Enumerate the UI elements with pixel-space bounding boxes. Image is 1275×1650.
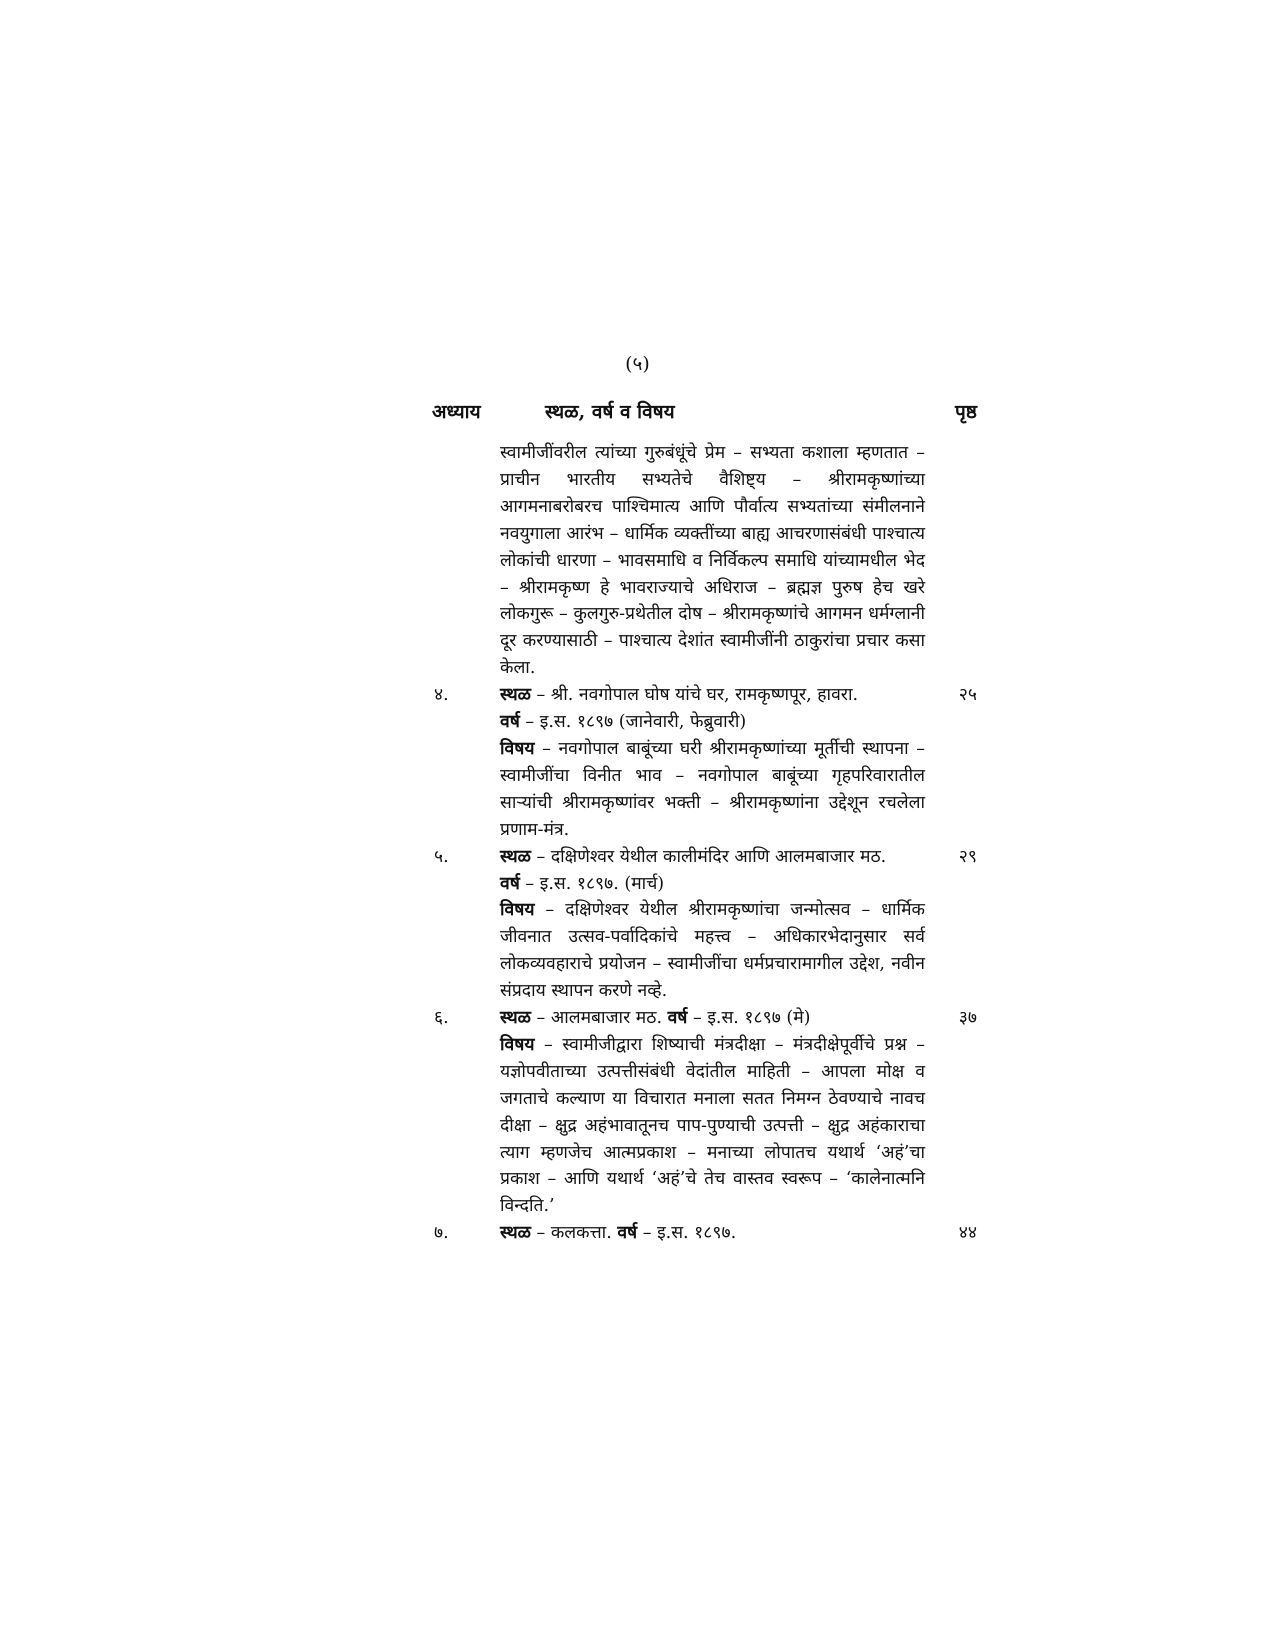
entry-page: ३७ <box>958 1008 977 1029</box>
topic-label: विषय <box>500 1034 535 1055</box>
entry-topic <box>500 1032 925 1220</box>
year-label: वर्ष <box>667 1008 688 1029</box>
page-number: (५) <box>625 353 650 375</box>
entry-page: २९ <box>958 846 977 867</box>
place-text: – श्री. नवगोपाल घोष यांचे घर, रामकृष्णपूर, हावरा. <box>530 685 859 706</box>
entry-year <box>500 709 925 736</box>
entry-year <box>500 871 925 898</box>
topic-text: – दक्षिणेश्वर येथील श्रीरामकृष्णांचा जन्मोत्सव – धार्मिक जीवनात उत्सव-पर्वादिकांचे महत्त्व – अधिकारभेदानुसार सर्व लोकव्यवहाराचे प्रयोजन – स्वामीजींचा धर्मप्रचारामागील उद्देश, नवीन संप्रदाय स्थापन करणे नव्हे. <box>500 900 925 1002</box>
year-label: वर्ष <box>500 712 520 733</box>
place-text: – दक्षिणेश्वर येथील कालीमंदिर आणि आलमबाजार मठ. <box>530 846 887 867</box>
topic-label: विषय <box>500 738 535 759</box>
entry-place <box>500 682 925 709</box>
continuation-text: स्वामीजींवरील त्यांच्या गुरुबंधूंचे प्रेम – सभ्यता कशाला म्हणतात – प्राचीन भारतीय सभ्यतेचे वैशिष्ट्य – श्रीरामकृष्णांच्या आगमनाबरोबरच पाश्चिमात्य आणि पौर्वात्य सभ्यतांच्या संमीलनाने नवयुगाला आरंभ – धार्मिक व्यक्तींच्या बाह्य आचरणासंबंधी पाश्चात्य लोकांची धारणा – भावसमाधि व निर्विकल्प समाधि यांच्यामधील भेद – श्रीरामकृष्ण हे भावराज्याचे अधिराज – ब्रह्मज्ञ पुरुष हेच खरे लोकगुरू – कुलगुरु-प्रथेतील दोष – श्रीरामकृष्णांचे आगमन धर्मग्लानी दूर करण्यासाठी – पाश्चात्य देशांत स्वामीजींनी ठाकुरांचा प्रचार कसा केला. <box>500 443 925 679</box>
toc-entry-7 <box>432 1220 977 1247</box>
year-label: वर्ष <box>617 1223 638 1244</box>
toc-entry-6 <box>432 1005 977 1220</box>
table-of-contents <box>432 440 977 1247</box>
header-chapter: अध्याय <box>432 401 481 423</box>
place-label: स्थळ <box>500 1008 531 1029</box>
header-subject: स्थळ, वर्ष व विषय <box>545 401 675 423</box>
entry-number: ५. <box>434 846 449 867</box>
entry-page: ४४ <box>958 1223 977 1244</box>
entry-place-year <box>500 1220 925 1247</box>
place-label: स्थळ <box>500 1223 531 1244</box>
entry-number: ६. <box>434 1008 449 1029</box>
topic-text: – स्वामीजीद्वारा शिष्याची मंत्रदीक्षा – मंत्रदीक्षेपूर्वीचे प्रश्न – यज्ञोपवीताच्या उत्पत्तीसंबंधी वेदांतील माहिती – आपला मोक्ष व जगताचे कल्याण या विचारात मनाला सतत निमग्न ठेवण्याचे नावच दीक्षा – क्षुद्र अहंभावातूनच पाप-पुण्याची उत्पत्ती – क्षुद्र अहंकाराचा त्याग म्हणजेच आत्मप्रकाश – मनाच्या लोपातच यथार्थ ‘अहं’चा प्रकाश – आणि यथार्थ ‘अहं’चे तेच वास्तव स्वरूप – ‘कालेनात्मनि विन्दति.’ <box>500 1034 925 1217</box>
year-label: वर्ष <box>500 873 520 894</box>
entry-number: ४. <box>434 685 449 706</box>
place-label: स्थळ <box>500 685 531 706</box>
entry-number: ७. <box>434 1223 449 1244</box>
entry-place <box>500 844 925 871</box>
entry-topic <box>500 736 925 844</box>
topic-text: – नवगोपाल बाबूंच्या घरी श्रीरामकृष्णांच्या मूर्तीची स्थापना – स्वामीजींचा विनीत भाव – नवगोपाल बाबूंच्या गृहपरिवारातील साऱ्यांची श्रीरामकृष्णांवर भक्ती – श्रीरामकृष्णांना उद्देशून रचलेला प्रणाम-मंत्र. <box>500 738 925 840</box>
place-label: स्थळ <box>500 846 531 867</box>
entry-place-year <box>500 1005 925 1032</box>
toc-entry-5 <box>432 844 977 1005</box>
year-text: – इ.स. १८९७ (जानेवारी, फेब्रुवारी) <box>519 712 747 733</box>
place-text: – कलकत्ता. <box>530 1223 618 1244</box>
header-page: पृष्ठ <box>955 401 977 423</box>
year-text: – इ.स. १८९७. (मार्च) <box>519 873 665 894</box>
toc-continuation <box>432 440 977 682</box>
toc-header <box>432 398 977 428</box>
topic-label: विषय <box>500 900 535 921</box>
year-text: – इ.स. १८९७ (मे) <box>687 1008 811 1029</box>
toc-entry-4 <box>432 682 977 843</box>
year-text: – इ.स. १८९७. <box>637 1223 737 1244</box>
entry-topic <box>500 897 925 1005</box>
entry-page: २५ <box>958 685 977 706</box>
place-text: – आलमबाजार मठ. <box>530 1008 668 1029</box>
